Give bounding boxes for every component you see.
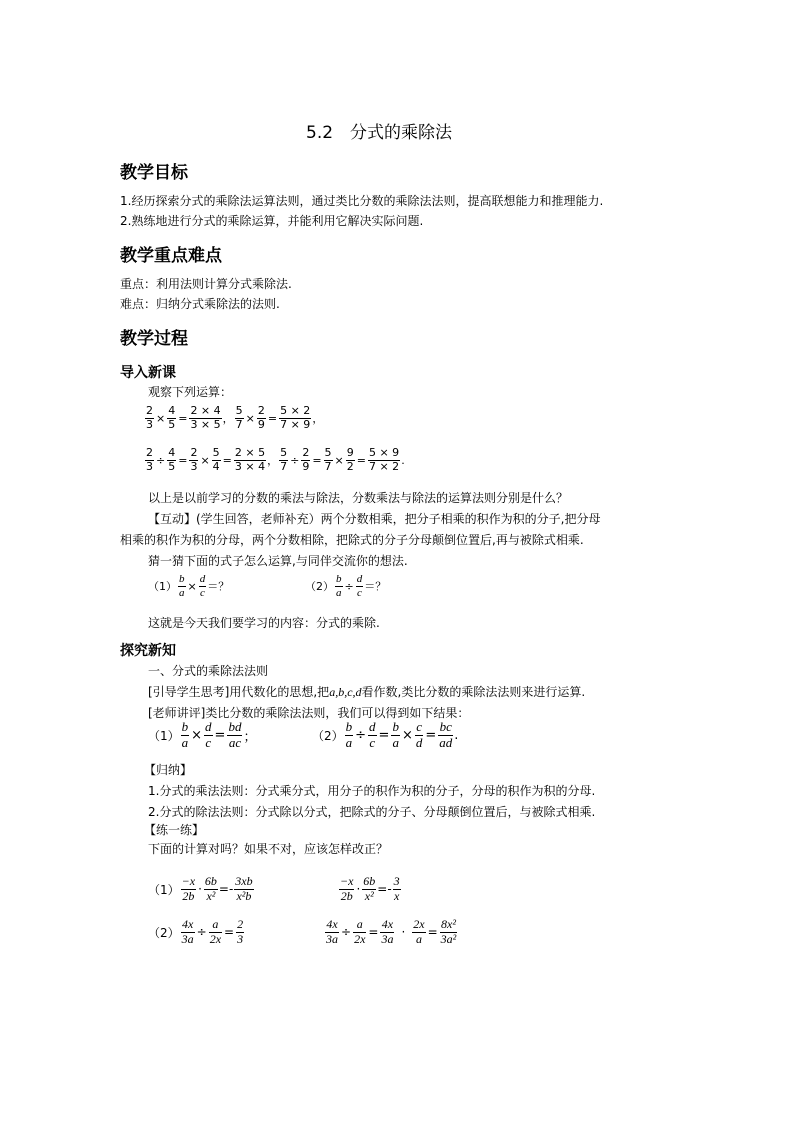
objective-2: 2.熟练地进行分式的乘除运算，并能利用它解决实际问题. [120, 214, 424, 228]
fraction: $\frac{2x}{a}$ [413, 917, 425, 946]
fraction: $\frac{d}{c}$ [199, 573, 206, 599]
fraction: $\frac{5}{4}$ [212, 446, 220, 473]
fraction: $\frac{bd}{ac}$ [228, 719, 242, 750]
fraction: $\frac{b}{a}$ [345, 719, 353, 750]
heading-explore: 探究新知 [120, 643, 176, 659]
teacher-text: [老师讲评]类比分数的乘除法法则，我们可以得到如下结果： [148, 706, 470, 720]
practice-question: 下面的计算对吗？如果不对，应该怎样改正？ [148, 842, 389, 856]
heading-objectives: 教学目标 [120, 163, 188, 183]
heading-intro: 导入新课 [120, 365, 176, 381]
fraction: $\frac{-x}{2b}$ [340, 874, 354, 903]
practice-2-left: （2） $\frac{4x}{3a}$ ÷ $\frac{a}{2x}$ = $\frac{2}{3}$ [148, 917, 244, 946]
summary-heading: 【归纳】 [144, 763, 193, 777]
fraction: $\frac{2 \times 5}{3 \times 4}$ [234, 446, 266, 473]
fraction: $\frac{5}{7}$ [235, 404, 243, 431]
guess-formula-1: （1） $\frac{b}{a}$ × $\frac{d}{c}$ ＝？ [148, 573, 230, 599]
guide-text: [引导学生思考]用代数化的思想,把a,b,c,d看作数,类比分数的乘除法法则来进行运算. [148, 685, 586, 699]
fraction: $\frac{4}{5}$ [168, 404, 176, 431]
fraction: $\frac{4x}{3a}$ [326, 917, 338, 946]
fraction: $\frac{3xb}{\text{x²b}}$ [235, 874, 253, 903]
difficulty: 难点：归纳分式乘除法的法则. [120, 297, 280, 311]
fraction: $\frac{5 \times 9}{7 \times 2}$ [368, 446, 400, 473]
fraction: $\frac{d}{c}$ [369, 719, 376, 750]
interact-line-1: 【互动】(学生回答，老师补充）两个分数相乘，把分子相乘的积作为积的分子,把分母 [148, 512, 601, 526]
fraction: $\frac{b}{a}$ [392, 719, 399, 750]
heading-process: 教学过程 [120, 329, 188, 349]
interact-line-2: 相乘的积作为积的分母，两个分数相除，把除式的分子分母颠倒位置后,再与被除式相乘. [120, 533, 584, 547]
fraction: $\frac{bc}{ad}$ [439, 719, 453, 750]
fraction: $\frac{2 \times 4}{3 \times 5}$ [190, 404, 221, 431]
objective-1: 1.经历探索分式的乘除法运算法则，通过类比分数的乘除法法则，提高联想能力和推理能力. [120, 194, 604, 208]
fraction: $\frac{6b}{\text{x²}}$ [363, 874, 376, 903]
fraction: $\frac{2}{3}$ [146, 446, 153, 473]
fraction: $\frac{a}{2x}$ [209, 917, 222, 946]
page-title: 5.2 分式的乘除法 [306, 123, 453, 143]
fraction: $\frac{5}{7}$ [324, 446, 332, 473]
fraction: $\frac{2}{9}$ [302, 446, 310, 473]
fraction: $\frac{b}{a}$ [336, 573, 342, 599]
fraction: $\frac{\text{8x²}}{\text{3a²}}$ [440, 917, 457, 946]
practice-2-right: $\frac{4x}{3a}$ ÷ $\frac{a}{2x}$ = $\frac{4x}{3a}$ · $\frac{2x}{a}$ = $\frac{\text{8x²}}{\text{3a²}}$ [326, 917, 457, 946]
fraction: $\frac{5}{7}$ [280, 446, 288, 473]
fraction: $\frac{3}{x}$ [393, 874, 400, 903]
heading-key-points: 教学重点难点 [120, 246, 222, 266]
arith-row-1: $\frac{2}{3}$ × $\frac{4}{5}$ = $\frac{2 \times 4}{3 \times 5}$ ， $\frac{5}{7}$ × $\frac{2}{9}$ = $\frac{5 \times 2}{7 \times 9}$ ， [146, 404, 324, 431]
fraction: $\frac{d}{c}$ [356, 573, 363, 599]
practice-1-left: （1） $\frac{-x}{2b}$ · $\frac{6b}{\text{x²}}$ =- $\frac{3xb}{\text{x²b}}$ [148, 874, 253, 903]
guess-text: 猜一猜下面的式子怎么运算,与同伴交流你的想法. [148, 554, 408, 568]
rule-divide: 2.分式的除法法则：分式除以分式，把除式的分子、分母颠倒位置后，与被除式相乘. [148, 805, 596, 819]
observe-text: 观察下列运算： [148, 385, 233, 399]
fraction: $\frac{b}{a}$ [181, 719, 189, 750]
intro-question: 以上是以前学习的分数的乘法与除法，分数乘法与除法的运算法则分别是什么？ [148, 491, 569, 505]
rule-formula-2: （2） $\frac{b}{a}$ ÷ $\frac{d}{c}$ = $\frac{b}{a}$ × $\frac{c}{d}$ = $\frac{bc}{ad}$ . [312, 719, 459, 750]
fraction: $\frac{b}{a}$ [179, 573, 185, 599]
fraction: $\frac{4x}{3a}$ [381, 917, 394, 946]
fraction: $\frac{5 \times 2}{7 \times 9}$ [280, 404, 311, 431]
fraction: $\frac{4}{5}$ [168, 446, 176, 473]
arith-row-2: $\frac{2}{3}$ ÷ $\frac{4}{5}$ = $\frac{2}{3}$ × $\frac{5}{4}$ = $\frac{2 \times 5}{3 \times 4}$ ， $\frac{5}{7}$ ÷ $\frac{2}{9}$ = $\frac{5}{7}$ × $\frac{9}{2}$ = $\frac{5 \times 9}{7 \times 2}$ . [146, 446, 405, 473]
fraction: $\frac{c}{d}$ [415, 719, 423, 750]
fraction: $\frac{-x}{2b}$ [181, 874, 196, 903]
fraction: $\frac{d}{c}$ [205, 719, 212, 750]
rule-formula-1: （1） $\frac{b}{a}$ × $\frac{d}{c}$ = $\frac{bd}{ac}$ ； [148, 719, 257, 750]
practice-1-right: $\frac{-x}{2b}$ · $\frac{6b}{\text{x²}}$ =- $\frac{3}{x}$ [340, 874, 400, 903]
fraction: $\frac{2}{3}$ [146, 404, 153, 431]
fraction: $\frac{6b}{\text{x²}}$ [204, 874, 217, 903]
rule-multiply: 1.分式的乘法法则：分式乘分式，用分子的积作为积的分子，分母的积作为积的分母. [148, 784, 596, 798]
fraction: $\frac{a}{2x}$ [354, 917, 366, 946]
guess-formula-2: （2） $\frac{b}{a}$ ÷ $\frac{d}{c}$ ＝？ [305, 573, 387, 599]
fraction: $\frac{2}{3}$ [190, 446, 198, 473]
fraction: $\frac{2}{9}$ [257, 404, 265, 431]
key-point: 重点：利用法则计算分式乘除法. [120, 277, 292, 291]
fraction: $\frac{4x}{3a}$ [181, 917, 194, 946]
explore-sub-1: 一、分式的乘除法法则 [148, 664, 269, 678]
fraction: $\frac{9}{2}$ [346, 446, 354, 473]
closing-text: 这就是今天我们要学习的内容：分式的乘除. [148, 616, 380, 630]
fraction: $\frac{2}{3}$ [237, 917, 244, 946]
practice-heading: 【练一练】 [144, 823, 205, 837]
